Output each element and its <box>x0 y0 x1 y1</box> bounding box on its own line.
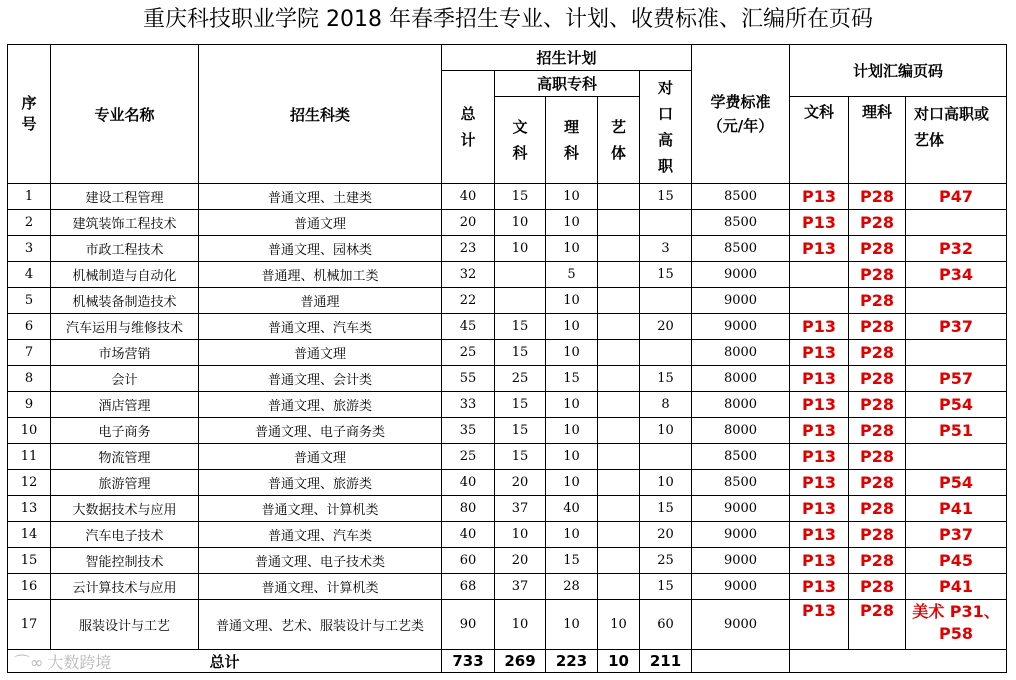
table-row <box>8 210 1007 236</box>
row-number: 5 <box>8 288 51 314</box>
subject-category: 普通文理、园林类 <box>199 236 442 262</box>
plan-total: 35 <box>442 418 495 444</box>
subject-category: 普通文理、计算机类 <box>199 496 442 522</box>
plan-wenke: 10 <box>495 522 546 548</box>
page-wenke: P13 <box>790 444 849 470</box>
page-title: 重庆科技职业学院 2018 年春季招生专业、计划、收费标准、汇编所在页码 <box>143 7 873 32</box>
page-wenke: P13 <box>790 340 849 366</box>
plan-wenke: 25 <box>495 366 546 392</box>
plan-total: 90 <box>442 600 495 650</box>
row-number: 9 <box>8 392 51 418</box>
row-number: 13 <box>8 496 51 522</box>
tuition-fee: 9000 <box>692 600 790 650</box>
page-wenke: P13 <box>790 496 849 522</box>
plan-duikou: 10 <box>640 470 692 496</box>
plan-total: 25 <box>442 340 495 366</box>
tuition-fee: 9000 <box>692 288 790 314</box>
plan-like: 10 <box>546 314 598 340</box>
page-like: P28 <box>849 340 906 366</box>
table-row <box>8 288 1007 314</box>
plan-like: 5 <box>546 262 598 288</box>
subject-category: 普通文理、会计类 <box>199 366 442 392</box>
plan-wenke: 20 <box>495 548 546 574</box>
page-like: P28 <box>849 496 906 522</box>
table-row <box>8 574 1007 600</box>
page-duikou: P32 <box>906 236 1007 262</box>
table-row <box>8 236 1007 262</box>
header-like: 理科 <box>546 97 598 184</box>
row-number: 2 <box>8 210 51 236</box>
plan-duikou: 60 <box>640 600 692 650</box>
plan-total: 25 <box>442 444 495 470</box>
watermark <box>10 650 111 673</box>
plan-wenke: 15 <box>495 392 546 418</box>
plan-total: 33 <box>442 392 495 418</box>
tuition-fee: 9000 <box>692 496 790 522</box>
major-name: 物流管理 <box>51 444 199 470</box>
subject-category: 普通文理、汽车类 <box>199 522 442 548</box>
plan-yiti <box>598 548 640 574</box>
plan-total: 55 <box>442 366 495 392</box>
plan-duikou <box>640 444 692 470</box>
plan-wenke: 15 <box>495 418 546 444</box>
plan-duikou: 15 <box>640 262 692 288</box>
subject-category: 普通文理、电子商务类 <box>199 418 442 444</box>
plan-duikou <box>640 210 692 236</box>
subject-category: 普通文理 <box>199 340 442 366</box>
page-wenke: P13 <box>790 548 849 574</box>
page-duikou <box>906 340 1007 366</box>
page-duikou: P41 <box>906 574 1007 600</box>
plan-wenke: 10 <box>495 600 546 650</box>
plan-yiti <box>598 314 640 340</box>
header-plan: 招生计划 <box>442 45 692 71</box>
page-wenke: P13 <box>790 210 849 236</box>
plan-like: 15 <box>546 548 598 574</box>
totals-row <box>8 650 1007 673</box>
major-name: 市政工程技术 <box>51 236 199 262</box>
row-number: 3 <box>8 236 51 262</box>
page-duikou: P57 <box>906 366 1007 392</box>
page-wenke: P13 <box>790 574 849 600</box>
totals-yiti: 10 <box>598 650 640 673</box>
row-number: 15 <box>8 548 51 574</box>
header-wenke: 文科 <box>495 97 546 184</box>
page-like: P28 <box>849 600 906 650</box>
subject-category: 普通文理、计算机类 <box>199 574 442 600</box>
major-name: 云计算技术与应用 <box>51 574 199 600</box>
plan-like: 10 <box>546 210 598 236</box>
plan-yiti <box>598 418 640 444</box>
plan-total: 68 <box>442 574 495 600</box>
plan-total: 40 <box>442 522 495 548</box>
page-duikou <box>906 288 1007 314</box>
tuition-fee: 8500 <box>692 470 790 496</box>
subject-category: 普通理、机械加工类 <box>199 262 442 288</box>
table-row <box>8 444 1007 470</box>
page-like: P28 <box>849 470 906 496</box>
page-like: P28 <box>849 210 906 236</box>
plan-wenke: 20 <box>495 470 546 496</box>
plan-total: 40 <box>442 184 495 210</box>
plan-duikou: 15 <box>640 574 692 600</box>
plan-wenke: 15 <box>495 184 546 210</box>
plan-duikou <box>640 288 692 314</box>
major-name: 服装设计与工艺 <box>51 600 199 650</box>
tuition-fee: 8000 <box>692 366 790 392</box>
page-like: P28 <box>849 548 906 574</box>
page-wenke <box>790 262 849 288</box>
page-like: P28 <box>849 288 906 314</box>
plan-like: 10 <box>546 236 598 262</box>
row-number: 17 <box>8 600 51 650</box>
major-name: 汽车运用与维修技术 <box>51 314 199 340</box>
subject-category: 普通理 <box>199 288 442 314</box>
plan-like: 10 <box>546 340 598 366</box>
plan-wenke: 37 <box>495 574 546 600</box>
major-name: 市场营销 <box>51 340 199 366</box>
plan-duikou: 15 <box>640 366 692 392</box>
page-wenke: P13 <box>790 392 849 418</box>
plan-yiti <box>598 496 640 522</box>
tuition-fee: 9000 <box>692 262 790 288</box>
plan-total: 40 <box>442 470 495 496</box>
header-pages: 计划汇编页码 <box>790 45 1007 97</box>
page-wenke: P13 <box>790 470 849 496</box>
plan-like: 40 <box>546 496 598 522</box>
plan-yiti <box>598 210 640 236</box>
header-duikou: 对口高职 <box>640 71 692 184</box>
major-name: 酒店管理 <box>51 392 199 418</box>
page-duikou: P54 <box>906 392 1007 418</box>
plan-wenke: 10 <box>495 210 546 236</box>
plan-wenke: 15 <box>495 340 546 366</box>
major-name: 电子商务 <box>51 418 199 444</box>
header-major: 专业名称 <box>51 45 199 184</box>
plan-yiti <box>598 366 640 392</box>
plan-total: 60 <box>442 548 495 574</box>
plan-yiti <box>598 262 640 288</box>
table-row <box>8 366 1007 392</box>
table-row <box>8 496 1007 522</box>
header-vocational: 高职专科 <box>495 71 640 97</box>
page-wenke: P13 <box>790 314 849 340</box>
plan-total: 23 <box>442 236 495 262</box>
row-number: 11 <box>8 444 51 470</box>
plan-yiti <box>598 522 640 548</box>
row-number: 8 <box>8 366 51 392</box>
plan-yiti <box>598 184 640 210</box>
table-row <box>8 184 1007 210</box>
plan-duikou: 15 <box>640 496 692 522</box>
plan-wenke: 10 <box>495 236 546 262</box>
tuition-fee: 8500 <box>692 210 790 236</box>
plan-yiti: 10 <box>598 600 640 650</box>
page-like: P28 <box>849 522 906 548</box>
table-row <box>8 392 1007 418</box>
plan-like: 10 <box>546 444 598 470</box>
totals-like: 223 <box>546 650 598 673</box>
tuition-fee: 8500 <box>692 236 790 262</box>
subject-category: 普通文理、旅游类 <box>199 392 442 418</box>
header-fee: 学费标准（元/年） <box>692 45 790 184</box>
plan-total: 32 <box>442 262 495 288</box>
tuition-fee: 8500 <box>692 184 790 210</box>
page-like: P28 <box>849 418 906 444</box>
major-name: 会计 <box>51 366 199 392</box>
plan-yiti <box>598 288 640 314</box>
page-duikou: P45 <box>906 548 1007 574</box>
page-wenke: P13 <box>790 184 849 210</box>
totals-label: 总计 <box>8 650 442 673</box>
plan-wenke: 37 <box>495 496 546 522</box>
header-page-duikou: 对口高职或艺体 <box>906 97 1007 184</box>
page-duikou: P37 <box>906 314 1007 340</box>
subject-category: 普通文理 <box>199 444 442 470</box>
plan-yiti <box>598 444 640 470</box>
row-number: 4 <box>8 262 51 288</box>
plan-wenke: 15 <box>495 444 546 470</box>
header-page-like: 理科 <box>849 97 906 184</box>
table-row <box>8 340 1007 366</box>
watermark-logo-icon: ⌒∞ <box>14 653 44 672</box>
plan-total: 22 <box>442 288 495 314</box>
page-wenke: P13 <box>790 366 849 392</box>
table-row <box>8 262 1007 288</box>
plan-like: 28 <box>546 574 598 600</box>
plan-wenke <box>495 288 546 314</box>
row-number: 7 <box>8 340 51 366</box>
page-like: P28 <box>849 314 906 340</box>
plan-like: 10 <box>546 470 598 496</box>
subject-category: 普通文理、电子技术类 <box>199 548 442 574</box>
header-page-wenke: 文科 <box>790 97 849 184</box>
major-name: 机械制造与自动化 <box>51 262 199 288</box>
major-name: 智能控制技术 <box>51 548 199 574</box>
header-yiti: 艺体 <box>598 97 640 184</box>
tuition-fee: 9000 <box>692 574 790 600</box>
plan-duikou: 20 <box>640 314 692 340</box>
tuition-fee: 9000 <box>692 548 790 574</box>
row-number: 1 <box>8 184 51 210</box>
subject-category: 普通文理 <box>199 210 442 236</box>
page-duikou: P37 <box>906 522 1007 548</box>
table-row <box>8 314 1007 340</box>
plan-duikou <box>640 340 692 366</box>
table-row <box>8 418 1007 444</box>
plan-yiti <box>598 236 640 262</box>
major-name: 旅游管理 <box>51 470 199 496</box>
major-name: 建筑装饰工程技术 <box>51 210 199 236</box>
page-duikou <box>906 444 1007 470</box>
plan-yiti <box>598 574 640 600</box>
page-duikou <box>906 210 1007 236</box>
plan-duikou: 20 <box>640 522 692 548</box>
page-like: P28 <box>849 366 906 392</box>
plan-like: 10 <box>546 288 598 314</box>
plan-like: 10 <box>546 600 598 650</box>
row-number: 10 <box>8 418 51 444</box>
page-like: P28 <box>849 262 906 288</box>
subject-category: 普通文理、土建类 <box>199 184 442 210</box>
page-duikou: 美术 P31、P58 <box>906 600 1007 650</box>
plan-duikou: 10 <box>640 418 692 444</box>
watermark-text: 大数跨境 <box>47 653 112 672</box>
plan-like: 10 <box>546 392 598 418</box>
tuition-fee: 8000 <box>692 418 790 444</box>
plan-duikou: 8 <box>640 392 692 418</box>
totals-total: 733 <box>442 650 495 673</box>
tuition-fee: 9000 <box>692 314 790 340</box>
tuition-fee: 8000 <box>692 392 790 418</box>
plan-duikou: 3 <box>640 236 692 262</box>
plan-total: 20 <box>442 210 495 236</box>
plan-total: 45 <box>442 314 495 340</box>
row-number: 16 <box>8 574 51 600</box>
plan-like: 15 <box>546 366 598 392</box>
tuition-fee: 8000 <box>692 340 790 366</box>
table-row <box>8 600 1007 650</box>
page-wenke: P13 <box>790 600 849 650</box>
page-wenke: P13 <box>790 418 849 444</box>
plan-duikou: 15 <box>640 184 692 210</box>
page-duikou: P34 <box>906 262 1007 288</box>
header-subject: 招生科类 <box>199 45 442 184</box>
page-like: P28 <box>849 184 906 210</box>
plan-yiti <box>598 470 640 496</box>
plan-total: 80 <box>442 496 495 522</box>
page-duikou: P54 <box>906 470 1007 496</box>
totals-fee-empty <box>692 650 790 673</box>
enrollment-table <box>7 44 1007 673</box>
page-duikou: P41 <box>906 496 1007 522</box>
plan-wenke: 15 <box>495 314 546 340</box>
plan-duikou: 25 <box>640 548 692 574</box>
plan-yiti <box>598 340 640 366</box>
subject-category: 普通文理、艺术、服装设计与工艺类 <box>199 600 442 650</box>
table-row <box>8 470 1007 496</box>
header-total: 总计 <box>442 71 495 184</box>
page-like: P28 <box>849 236 906 262</box>
plan-yiti <box>598 392 640 418</box>
tuition-fee: 9000 <box>692 522 790 548</box>
plan-like: 10 <box>546 522 598 548</box>
table-row <box>8 522 1007 548</box>
page-wenke <box>790 288 849 314</box>
page-like: P28 <box>849 574 906 600</box>
page-wenke: P13 <box>790 522 849 548</box>
page-like: P28 <box>849 444 906 470</box>
totals-duikou: 211 <box>640 650 692 673</box>
subject-category: 普通文理、汽车类 <box>199 314 442 340</box>
major-name: 汽车电子技术 <box>51 522 199 548</box>
totals-wenke: 269 <box>495 650 546 673</box>
major-name: 建设工程管理 <box>51 184 199 210</box>
major-name: 大数据技术与应用 <box>51 496 199 522</box>
major-name: 机械装备制造技术 <box>51 288 199 314</box>
page-duikou: P47 <box>906 184 1007 210</box>
tuition-fee: 8500 <box>692 444 790 470</box>
plan-like: 10 <box>546 184 598 210</box>
row-number: 12 <box>8 470 51 496</box>
page-duikou: P51 <box>906 418 1007 444</box>
row-number: 6 <box>8 314 51 340</box>
page-wenke: P13 <box>790 236 849 262</box>
plan-like: 10 <box>546 418 598 444</box>
totals-pages-empty <box>790 650 1007 673</box>
plan-wenke <box>495 262 546 288</box>
subject-category: 普通文理、旅游类 <box>199 470 442 496</box>
page-like: P28 <box>849 392 906 418</box>
header-seq: 序号 <box>8 45 51 184</box>
row-number: 14 <box>8 522 51 548</box>
table-row <box>8 548 1007 574</box>
